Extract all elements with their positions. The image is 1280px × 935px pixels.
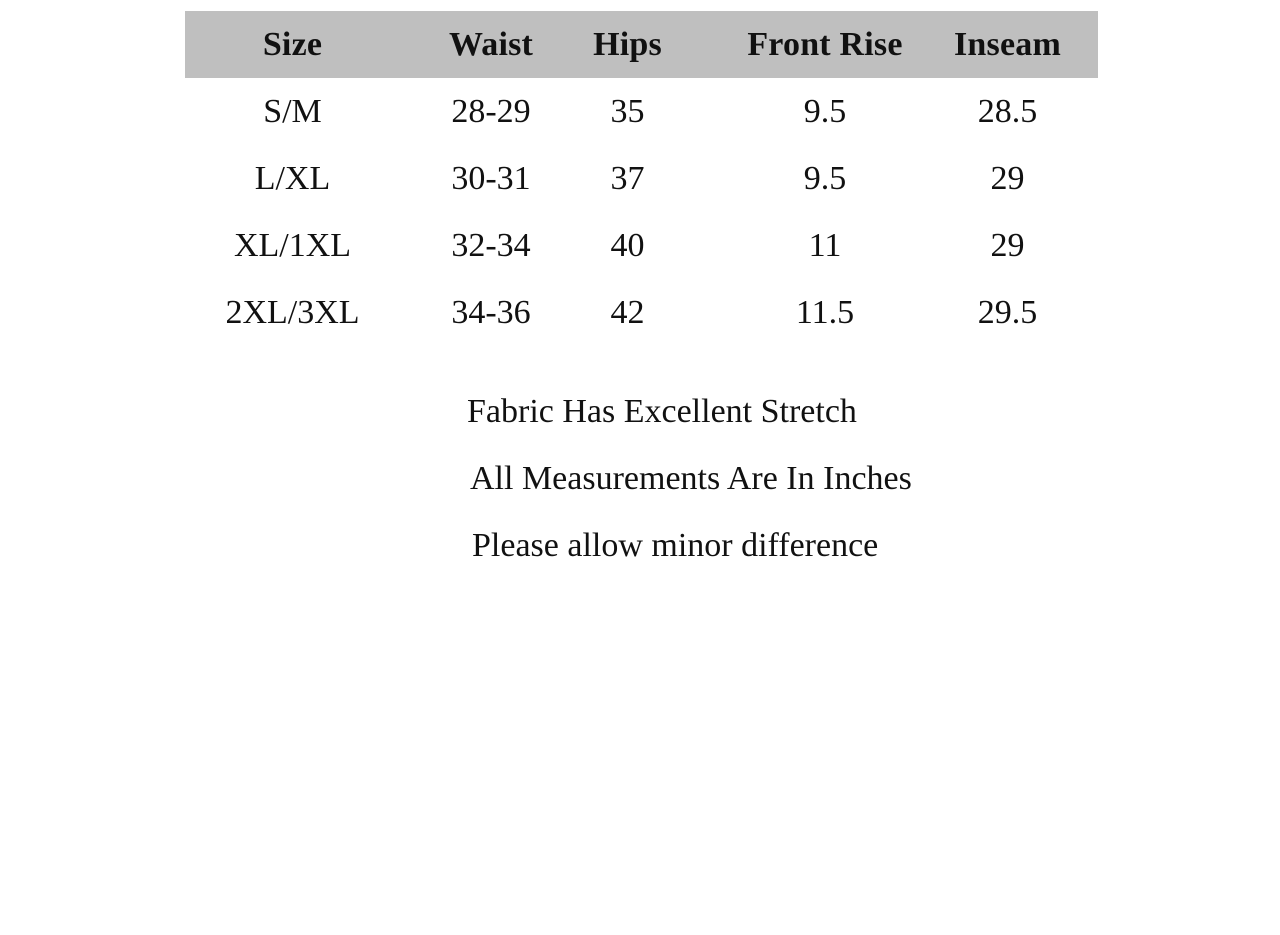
cell-inseam: 29 xyxy=(990,159,1025,197)
header-size: Size xyxy=(262,25,323,63)
header-waist: Waist xyxy=(448,25,534,63)
header-hips: Hips xyxy=(593,25,662,63)
cell-hips: 35 xyxy=(610,92,645,130)
cell-front-rise: 9.5 xyxy=(803,92,847,130)
note-difference: Please allow minor difference xyxy=(472,527,879,564)
header-inseam: Inseam xyxy=(954,25,1061,63)
cell-hips: 40 xyxy=(610,226,645,264)
cell-size: L/XL xyxy=(254,159,331,197)
header-front-rise: Front Rise xyxy=(747,25,903,63)
cell-hips: 37 xyxy=(610,159,645,197)
cell-waist: 28-29 xyxy=(451,92,531,130)
size-chart-table xyxy=(185,11,1098,346)
note-units: All Measurements Are In Inches xyxy=(470,460,912,497)
cell-size: S/M xyxy=(263,92,322,130)
cell-waist: 34-36 xyxy=(451,293,531,331)
cell-inseam: 28.5 xyxy=(977,92,1038,130)
cell-size: 2XL/3XL xyxy=(225,293,360,331)
cell-front-rise: 9.5 xyxy=(803,159,847,197)
cell-front-rise: 11.5 xyxy=(795,293,855,331)
cell-inseam: 29 xyxy=(990,226,1025,264)
table-row xyxy=(185,78,1098,145)
cell-hips: 42 xyxy=(610,293,645,331)
table-row xyxy=(185,279,1098,346)
note-stretch: Fabric Has Excellent Stretch xyxy=(467,393,857,430)
cell-front-rise: 11 xyxy=(808,226,842,264)
cell-inseam: 29.5 xyxy=(977,293,1038,331)
table-row xyxy=(185,145,1098,212)
table-row xyxy=(185,212,1098,279)
table-header-row xyxy=(185,11,1098,78)
cell-waist: 30-31 xyxy=(451,159,531,197)
cell-size: XL/1XL xyxy=(233,226,352,264)
cell-waist: 32-34 xyxy=(451,226,531,264)
